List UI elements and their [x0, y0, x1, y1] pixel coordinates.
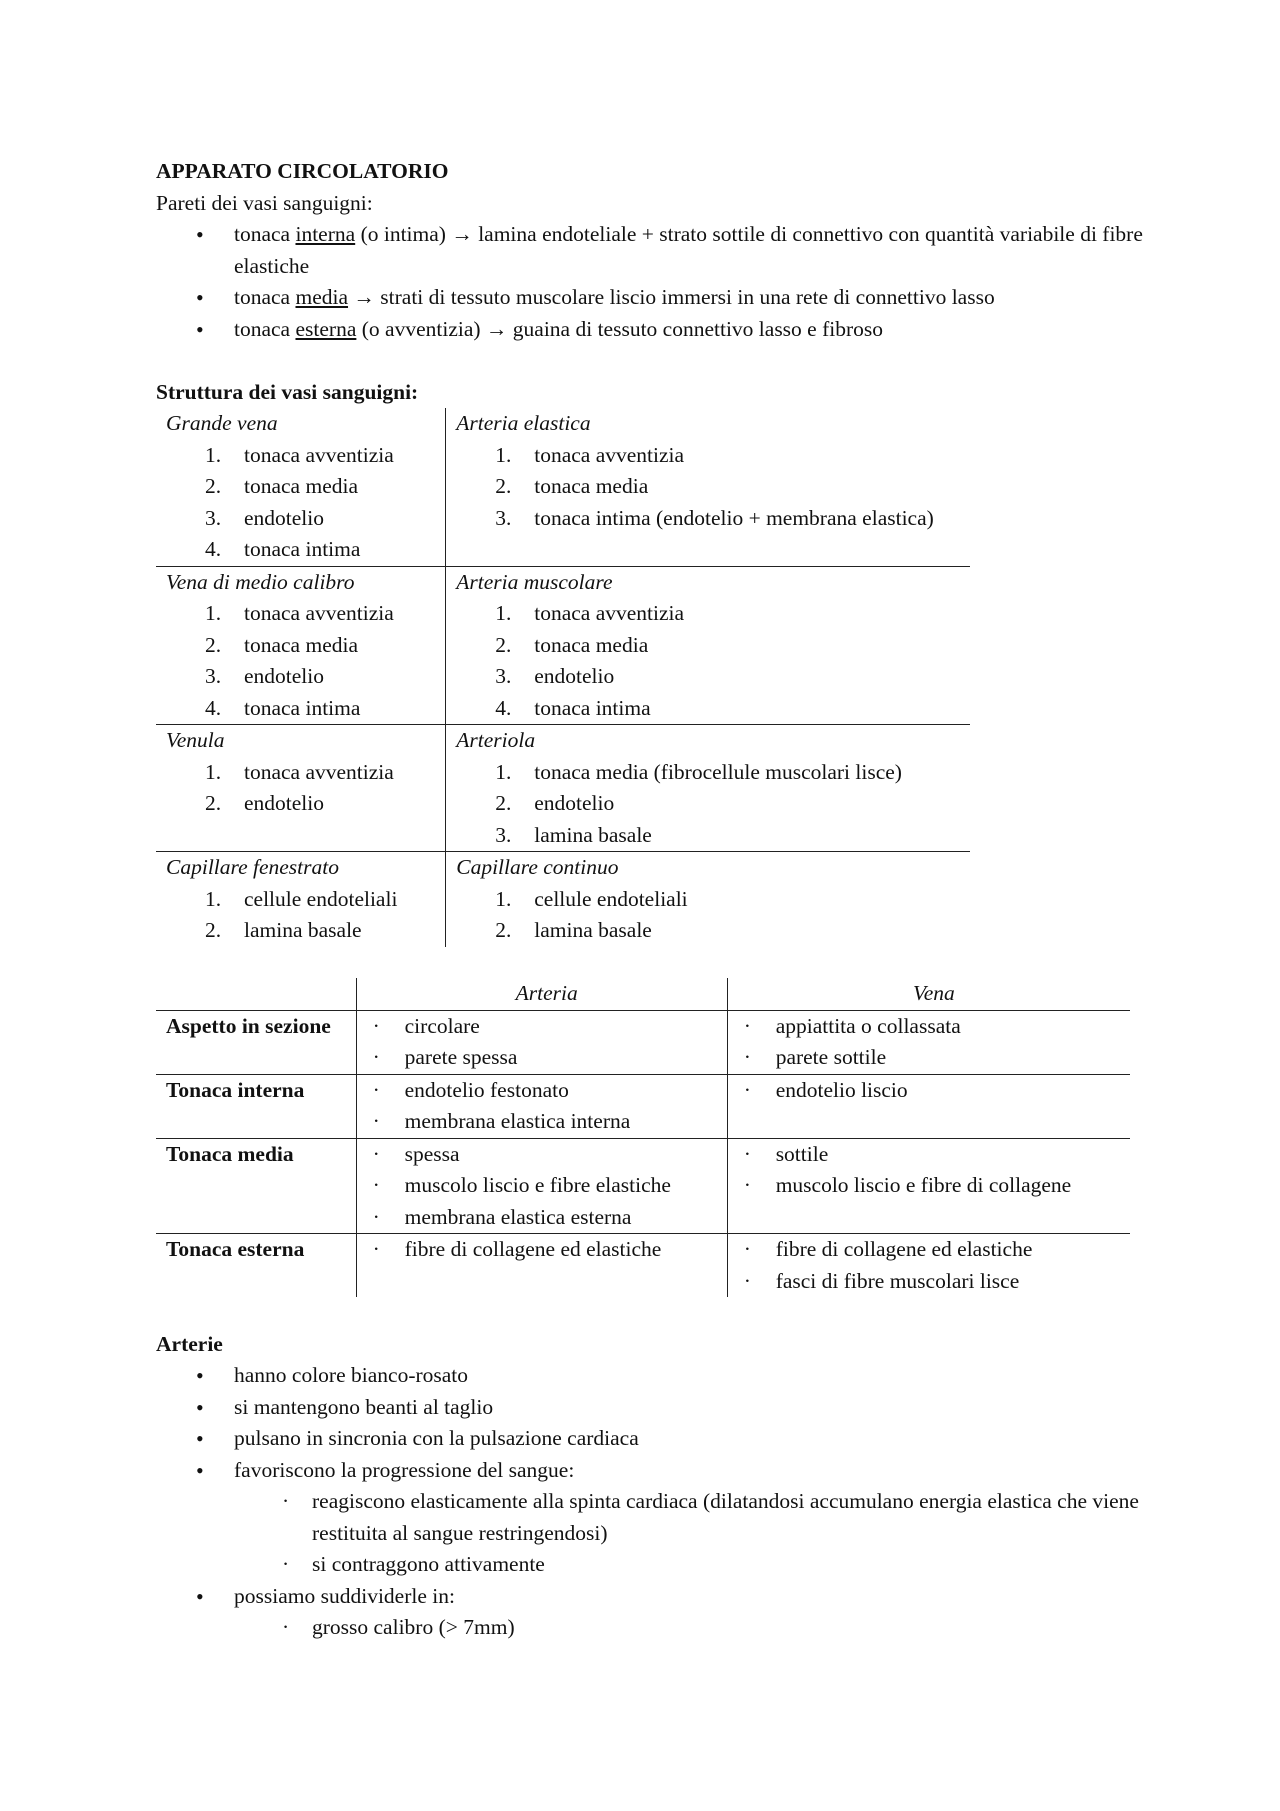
row-label: Tonaca esterna — [156, 1234, 356, 1298]
table-row — [156, 1234, 1130, 1298]
list-item: · fibre di collagene ed elastiche — [738, 1234, 1130, 1266]
list-item: 1. tonaca avventizia — [205, 759, 394, 784]
table-row — [156, 725, 970, 852]
list-item: • favoriscono la progressione del sangue: · reagiscono elasticamente alla spinta cardiaca (dilatandosi accumulano energia elastica che viene restituita al sangue restringendosi) · si contraggono attivamente — [156, 1455, 1146, 1581]
list-item: 3. endotelio — [495, 664, 615, 688]
underlined-term: esterna — [295, 316, 357, 341]
list-item: 2. endotelio — [205, 791, 325, 815]
list-item: 1. tonaca avventizia — [205, 601, 394, 625]
row-label: Tonaca interna — [156, 1074, 356, 1138]
list-item: 1. cellule endoteliali — [205, 886, 398, 911]
list-item: · membrana elastica esterna — [367, 1202, 727, 1234]
walls-heading: Pareti dei vasi sanguigni: — [156, 190, 373, 215]
underlined-term: media — [295, 285, 349, 309]
list-item: • tonaca media → strati di tessuto muscolare liscio immersi in una rete di connettivo lasso — [156, 282, 1146, 314]
table-cell: Venula 1. tonaca avventizia 2. endotelio — [156, 725, 446, 852]
table-row — [156, 566, 970, 725]
table-cell — [356, 1138, 727, 1234]
list-item: 4. tonaca intima — [495, 695, 651, 720]
table-row — [156, 1074, 1130, 1138]
table-cell — [727, 1138, 1130, 1234]
table-cell — [356, 1010, 727, 1074]
list-item: 3. endotelio — [205, 505, 325, 530]
list-item: 3. tonaca intima (endotelio + membrana elastica) — [495, 505, 934, 530]
list-item: · spessa — [367, 1139, 727, 1171]
arterie-heading: Arterie — [156, 1331, 223, 1356]
list-item: 1. cellule endoteliali — [495, 886, 688, 911]
list-item: • si mantengono beanti al taglio — [156, 1392, 1146, 1424]
table-cell: Capillare fenestrato 1. cellule endoteliali 2. lamina basale — [156, 852, 446, 947]
sub-list — [156, 1612, 1146, 1644]
sub-list — [156, 1486, 1146, 1581]
table-cell: Vena di medio calibro 1. tonaca avventizia 2. tonaca media 3. endotelio 4. tonaca intima — [156, 566, 446, 725]
list-item: · muscolo liscio e fibre elastiche — [367, 1170, 727, 1202]
table-cell: Arteriola 1. tonaca media (fibrocellule muscolari lisce) 2. endotelio 3. lamina basale — [446, 725, 970, 852]
list-item: 2. lamina basale — [495, 918, 652, 942]
structure-table — [156, 408, 970, 947]
row-label: Aspetto in sezione — [156, 1010, 356, 1074]
table-cell — [356, 1074, 727, 1138]
list-item: 1. tonaca media (fibrocellule muscolari lisce) — [495, 759, 902, 784]
underlined-term: interna — [295, 222, 356, 246]
list-item: • tonaca esterna (o avventizia) → guaina di tessuto connettivo lasso e fibroso — [156, 314, 1146, 346]
table-row — [156, 1138, 1130, 1234]
list-item: 1. tonaca avventizia — [205, 442, 394, 467]
list-item: 3. endotelio — [205, 664, 325, 688]
table-row — [156, 408, 970, 566]
column-header-vena: Vena — [727, 978, 1130, 1010]
list-item: 2. endotelio — [495, 791, 615, 815]
list-item: • pulsano in sincronia con la pulsazione cardiaca — [156, 1423, 1146, 1455]
list-item: 2. tonaca media — [495, 632, 649, 657]
walls-list — [156, 219, 1146, 345]
table-header-empty — [156, 978, 356, 1010]
list-item: · circolare — [367, 1011, 727, 1043]
list-item: 2. lamina basale — [205, 918, 362, 942]
comparison-table — [156, 978, 1130, 1297]
table-row — [156, 1010, 1130, 1074]
table-cell: Arteria muscolare 1. tonaca avventizia 2. tonaca media 3. endotelio 4. tonaca intima — [446, 566, 970, 725]
list-item: · parete sottile — [738, 1042, 1130, 1074]
list-item: 1. tonaca avventizia — [495, 442, 685, 467]
list-item: 2. tonaca media — [205, 474, 359, 498]
column-header-arteria: Arteria — [356, 978, 727, 1010]
list-item: · muscolo liscio e fibre di collagene — [738, 1170, 1130, 1202]
list-item: 2. tonaca media — [495, 474, 649, 498]
table-cell: Arteria elastica 1. tonaca avventizia 2. tonaca media 3. tonaca intima (endotelio + membrana elastica) — [446, 408, 970, 566]
list-item: 4. tonaca intima — [205, 537, 361, 561]
table-cell: Capillare continuo 1. cellule endoteliali 2. lamina basale — [446, 852, 970, 947]
list-item: • hanno colore bianco-rosato — [156, 1360, 1146, 1392]
row-label: Tonaca media — [156, 1138, 356, 1234]
list-item: • tonaca interna (o intima) → lamina endoteliale + strato sottile di connettivo con quantità variabile di fibre elastiche — [156, 219, 1146, 282]
list-item: · sottile — [738, 1139, 1130, 1171]
list-item: • possiamo suddividerle in: · grosso calibro (> 7mm) — [156, 1581, 1146, 1644]
table-cell — [727, 1010, 1130, 1074]
table-cell — [356, 1234, 727, 1298]
list-item: 1. tonaca avventizia — [495, 601, 685, 625]
list-item: · appiattita o collassata — [738, 1011, 1130, 1043]
list-item: · endotelio festonato — [367, 1075, 727, 1107]
table-header-row — [156, 978, 1130, 1010]
table-row — [156, 852, 970, 947]
table-cell — [727, 1074, 1130, 1138]
table-cell: Grande vena 1. tonaca avventizia 2. tonaca media 3. endotelio 4. tonaca intima — [156, 408, 446, 566]
list-item: · fasci di fibre muscolari lisce — [738, 1266, 1130, 1298]
list-item: 4. tonaca intima — [205, 695, 361, 720]
list-item: 3. lamina basale — [495, 822, 652, 847]
document-page — [156, 156, 1146, 1644]
document-title: APPARATO CIRCOLATORIO — [156, 159, 449, 183]
list-item: · fibre di collagene ed elastiche — [367, 1234, 727, 1266]
sub-list-item: · grosso calibro (> 7mm) — [234, 1612, 1146, 1644]
structure-heading: Struttura dei vasi sanguigni: — [156, 379, 419, 404]
list-item: · membrana elastica interna — [367, 1106, 727, 1138]
list-item: · endotelio liscio — [738, 1075, 1130, 1107]
arterie-list — [156, 1360, 1146, 1644]
list-item: 2. tonaca media — [205, 632, 359, 657]
table-cell — [727, 1234, 1130, 1298]
sub-list-item: · si contraggono attivamente — [234, 1549, 1146, 1581]
list-item: · parete spessa — [367, 1042, 727, 1074]
sub-list-item: · reagiscono elasticamente alla spinta cardiaca (dilatandosi accumulano energia elastica che viene restituita al sangue restringendosi) — [234, 1486, 1146, 1549]
